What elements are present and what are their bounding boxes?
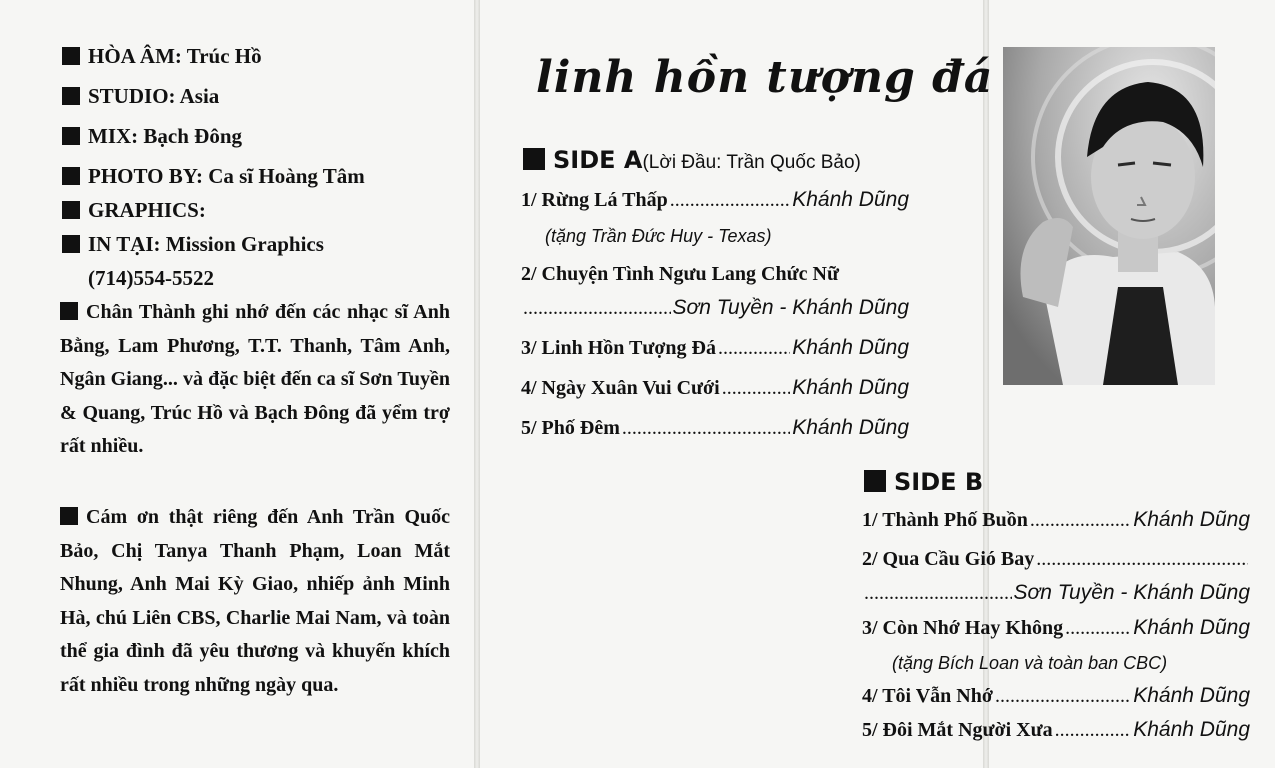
track-a2-artist-line: ..... Sơn Tuyền - Khánh Dũng bbox=[521, 296, 909, 320]
track-b1: 1/ Thành Phố Buồn ..... Khánh Dũng bbox=[862, 508, 1250, 532]
credit-graphics: GRAPHICS: bbox=[62, 198, 206, 223]
bullet-square-icon bbox=[62, 201, 80, 219]
bullet-square-icon bbox=[62, 167, 80, 185]
portrait-illustration bbox=[1003, 47, 1215, 385]
track-b4: 4/ Tôi Vẫn Nhớ ..... Khánh Dũng bbox=[862, 684, 1250, 708]
leader-dots bbox=[622, 417, 790, 440]
credit-phone: (714)554-5522 bbox=[88, 266, 214, 290]
side-a-heading: SIDE A(Lời Đầu: Trần Quốc Bảo) bbox=[523, 146, 861, 174]
leader-dots bbox=[1055, 719, 1132, 742]
track-a1: 1/ Rừng Lá Thấp ..... Khánh Dũng bbox=[521, 188, 909, 212]
credit-studio: STUDIO: Asia bbox=[62, 84, 219, 109]
bullet-square-icon bbox=[864, 470, 886, 492]
track-a2-title: 2/ Chuyện Tình Ngưu Lang Chức Nữ bbox=[521, 263, 839, 285]
credit-photo: PHOTO BY: Ca sĩ Hoàng Tâm bbox=[62, 164, 365, 189]
leader-dots bbox=[1036, 548, 1248, 571]
leader-dots bbox=[718, 337, 790, 360]
leader-dots bbox=[1065, 617, 1131, 640]
track-a4: 4/ Ngày Xuân Vui Cưới ..... Khánh Dũng bbox=[521, 376, 909, 400]
bullet-square-icon bbox=[62, 127, 80, 145]
track-b2-title: 2/ Qua Cầu Gió Bay ..... bbox=[862, 548, 1250, 571]
track-a1-dedication: (tặng Trần Đức Huy - Texas) bbox=[545, 226, 772, 246]
album-title: linh hồn tượng đá bbox=[536, 52, 994, 103]
leader-dots bbox=[722, 377, 791, 400]
track-a5: 5/ Phố Đêm ..... Khánh Dũng bbox=[521, 416, 909, 440]
credit-mix: MIX: Bạch Đông bbox=[62, 124, 242, 149]
artist-photo bbox=[1003, 47, 1215, 385]
credit-printer: IN TẠI: Mission Graphics bbox=[62, 232, 324, 257]
thanks-paragraph-2: Cám ơn thật riêng đến Anh Trần Quốc Bảo, Chị Tanya Thanh Phạm, Loan Mắt Nhung, Anh Mai Kỳ Giao, nhiếp ảnh Minh Hà, chú Liên CBS, Charlie Mai Nam, và toàn thể gia đình đã yêu thương và khuyến khích rất nhiều trong những ngày qua. bbox=[60, 506, 450, 696]
leader-dots bbox=[523, 297, 671, 320]
credit-hoa-am: HÒA ÂM: Trúc Hồ bbox=[62, 44, 262, 69]
track-b3-dedication: (tặng Bích Loan và toàn ban CBC) bbox=[892, 653, 1168, 673]
leader-dots bbox=[995, 685, 1131, 708]
bullet-square-icon bbox=[62, 87, 80, 105]
leader-dots bbox=[864, 582, 1012, 605]
thanks-paragraph-1: Chân Thành ghi nhớ đến các nhạc sĩ Anh Bằng, Lam Phương, T.T. Thanh, Tâm Anh, Ngân Giang... và đặc biệt đến ca sĩ Sơn Tuyền & Quang, Trúc Hồ và Bạch Đông đã yểm trợ rất nhiều. bbox=[60, 301, 450, 457]
leader-dots bbox=[670, 189, 791, 212]
bullet-square-icon bbox=[60, 302, 78, 320]
bullet-square-icon bbox=[523, 148, 545, 170]
track-b2-artist-line: ..... Sơn Tuyền - Khánh Dũng bbox=[862, 581, 1250, 605]
leader-dots bbox=[1030, 509, 1131, 532]
track-a3: 3/ Linh Hồn Tượng Đá ..... Khánh Dũng bbox=[521, 336, 909, 360]
bullet-square-icon bbox=[60, 507, 78, 525]
bullet-square-icon bbox=[62, 235, 80, 253]
track-b3: 3/ Còn Nhớ Hay Không ..... Khánh Dũng bbox=[862, 616, 1250, 640]
bullet-square-icon bbox=[62, 47, 80, 65]
track-b5: 5/ Đôi Mắt Người Xưa ..... Khánh Dũng bbox=[862, 718, 1250, 742]
side-b-heading: SIDE B bbox=[864, 468, 983, 496]
